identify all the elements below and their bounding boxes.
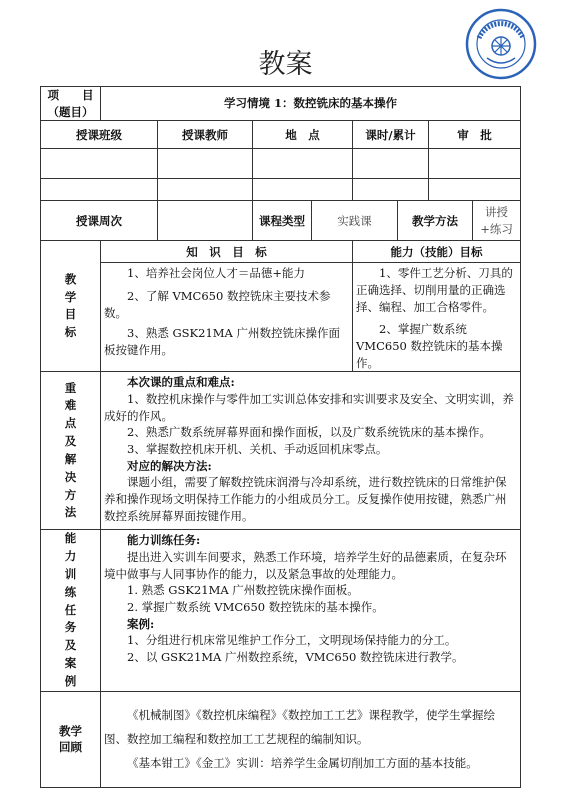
objectives-label: 教 学 目 标 bbox=[41, 241, 101, 372]
course-type-label: 课程类型 bbox=[253, 201, 312, 241]
ability-items: 1、零件工艺分析、刀具的正确选择、切削用量的正确选择、编程、加工合格零件。 2、掌握广数系统 VMC650 数控铣床的基本操作。 bbox=[353, 263, 521, 372]
review-content: 《机械制图》《数控机床编程》《数控加工工艺》课程教学，使学生掌握绘图、数控加工编程和数控加工工艺规程的编制知识。 《基本钳工》《金工》实训：培养学生金属切削加工方面的基本技能。 bbox=[101, 691, 521, 787]
header-class: 授课班级 bbox=[41, 121, 158, 149]
header-hours: 课时/累计 bbox=[353, 121, 429, 149]
course-type-value: 实践课 bbox=[312, 201, 398, 241]
class-value-cell bbox=[41, 149, 158, 179]
hours-value-cell bbox=[353, 149, 429, 179]
school-seal-logo bbox=[465, 8, 537, 80]
ability-header: 能力（技能）目标 bbox=[353, 241, 521, 263]
project-label-cell: 项 目 （题目） bbox=[41, 87, 101, 121]
solution-heading: 对应的解决方法: bbox=[127, 458, 212, 473]
teacher-value-cell bbox=[158, 149, 253, 179]
week-value-cell bbox=[158, 201, 253, 241]
training-label: 能 力 训 练 任 务 及 案 例 bbox=[41, 530, 101, 691]
key-points-label: 重 难 点 及 解 决 方 法 bbox=[41, 372, 101, 530]
case-heading: 案例: bbox=[127, 616, 155, 631]
location-value-cell bbox=[253, 149, 353, 179]
header-location: 地 点 bbox=[253, 121, 353, 149]
header-teacher: 授课教师 bbox=[158, 121, 253, 149]
key-points-content: 本次课的重点和难点: 1、数控机床操作与零件加工实训总体安排和实训要求及安全、文明实训，养成好的作风。 2、熟悉广数系统屏幕界面和操作面板，以及广数系统铣床的基本操作。 3、掌握数控机床开机、关机、手动返回机床零点。 对应的解决方法: 课题小组，需要了解数控铣床润滑与冷却系统，进行数控铣床的日常维护保养和操作现场文明保持工作能力的小组成员分工。反复操作使用按键，熟悉广州数控系统屏幕界面按键作用。 bbox=[101, 372, 521, 530]
method-label: 教学方法 bbox=[398, 201, 473, 241]
key-points-heading: 本次课的重点和难点: bbox=[127, 375, 235, 390]
approve-value-cell bbox=[429, 149, 521, 179]
week-label: 授课周次 bbox=[41, 201, 158, 241]
knowledge-header: 知 识 目 标 bbox=[101, 241, 353, 263]
training-content: 能力训练任务: 提出进入实训车间要求，熟悉工作环境，培养学生好的品德素质，在复杂环境中做事与人同事协作的能力，以及紧急事故的处理能力。 1. 熟悉 GSK21MA 广州数控铣床操作面板。 2. 掌握广数系统 VMC650 数控铣床的基本操作。 案例: 1、分组进行机床常见维护工作分工，文明现场保持能力的分工。 2、以 GSK21MA 广州数控系统，VMC650 数控铣床进行教学。 bbox=[101, 530, 521, 691]
knowledge-items: 1、培养社会岗位人才＝品德+能力 2、了解 VMC650 数控铣床主要技术参数。 3、熟悉 GSK21MA 广州数控铣床操作面板按键作用。 bbox=[101, 263, 353, 372]
project-title: 学习情境 1：数控铣床的基本操作 bbox=[101, 87, 521, 121]
method-value: 讲授+练习 bbox=[473, 201, 521, 241]
review-label: 教学 回顾 bbox=[41, 691, 101, 787]
lesson-plan-table bbox=[40, 86, 521, 788]
header-approve: 审 批 bbox=[429, 121, 521, 149]
document-title: 教案 bbox=[258, 49, 313, 80]
training-heading: 能力训练任务: bbox=[127, 533, 201, 548]
